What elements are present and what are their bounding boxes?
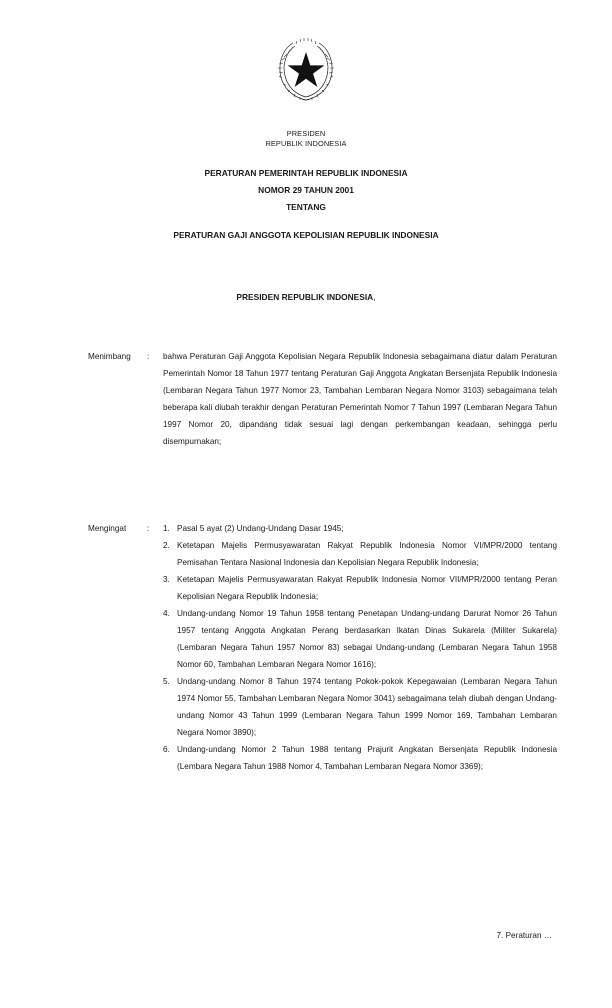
mengingat-item bbox=[163, 520, 557, 537]
mengingat-item-number: 3. bbox=[163, 575, 170, 584]
mengingat-item-number: 6. bbox=[163, 745, 170, 754]
mengingat-list bbox=[163, 520, 557, 775]
menimbang-colon: : bbox=[147, 352, 150, 361]
mengingat-item bbox=[163, 741, 557, 775]
menimbang-text: bahwa Peraturan Gaji Anggota Kepolisian Negara Republik Indonesia sebagaimana diatur dalam Peraturan Pemerintah Nomor 18 Tahun 1977 tentang Peraturan Gaji Anggota Angkatan Bersenjata Republik Indonesia (Lembaran Negara Tahun 1977 Nomor 23, Tambahan Lembaran Negara Nomor 3103) sebagaimana telah beberapa kali diubah terakhir dengan Peraturan Pemerintah Nomor 7 Tahun 1997 (Lembaran Negara Tahun 1997 Nomor 20, dipandang tidak sesuai lagi dengan perkembangan keadaan, sehingga perlu disempurnakan; bbox=[163, 352, 557, 446]
mengingat-item-text: Pasal 5 ayat (2) Undang-Undang Dasar 1945; bbox=[177, 524, 344, 533]
regulation-title: PERATURAN PEMERINTAH REPUBLIK INDONESIA bbox=[204, 168, 408, 178]
mengingat-item-number: 1. bbox=[163, 524, 170, 533]
mengingat-item-number: 5. bbox=[163, 677, 170, 686]
menimbang-label: Menimbang bbox=[88, 352, 131, 361]
presiden-declaration-comma: , bbox=[373, 292, 376, 302]
mengingat-item-number: 4. bbox=[163, 609, 170, 618]
mengingat-item bbox=[163, 571, 557, 605]
mengingat-colon: : bbox=[147, 524, 150, 533]
mengingat-item bbox=[163, 673, 557, 741]
presiden-declaration bbox=[0, 292, 612, 303]
mengingat-item-text: Ketetapan Majelis Permusyawaratan Rakyat Republik Indonesia Nomor VII/MPR/2000 tentang Peran Kepolisian Negara Republik Indonesia; bbox=[177, 575, 557, 601]
regulation-tentang: TENTANG bbox=[286, 202, 326, 212]
republik-indonesia-heading: REPUBLIK INDONESIA bbox=[265, 139, 347, 148]
mengingat-item bbox=[163, 537, 557, 571]
mengingat-item-text: Ketetapan Majelis Permusyawaratan Rakyat Republik Indonesia Nomor VI/MPR/2000 tentang Pemisahan Tentara Nasional Indonesia dan Kepolisian Negara Republik Indonesia; bbox=[177, 541, 557, 567]
page-continuation: 7. Peraturan … bbox=[496, 931, 552, 940]
mengingat-item-number: 2. bbox=[163, 541, 170, 550]
regulation-subject: PERATURAN GAJI ANGGOTA KEPOLISIAN REPUBLIK INDONESIA bbox=[173, 230, 439, 240]
mengingat-item bbox=[163, 605, 557, 673]
mengingat-item-text: Undang-undang Nomor 8 Tahun 1974 tentang Pokok-pokok Kepegawaian (Lembaran Negara Tahun 1974 Nomor 55, Tambahan Lembaran Negara Nomor 3041) sebagaimana telah diubah dengan Undang-undang Nomor 43 Tahun 1999 (Lembaran Negara Tahun 1999 Nomor 169, Tambahan Lembaran Negara Nomor 3890); bbox=[177, 677, 557, 737]
mengingat-item-text: Undang-undang Nomor 2 Tahun 1988 tentang Prajurit Angkatan Bersenjata Republik Indonesia (Lembara Negara Tahun 1988 Nomor 4, Tambahan Lembaran Negara Nomor 3369); bbox=[177, 745, 557, 771]
presiden-heading: PRESIDEN bbox=[286, 129, 326, 138]
garuda-star-emblem-icon bbox=[276, 38, 336, 104]
regulation-number: NOMOR 29 TAHUN 2001 bbox=[258, 185, 354, 195]
presiden-declaration-text: PRESIDEN REPUBLIK INDONESIA bbox=[236, 292, 374, 302]
mengingat-item-text: Undang-undang Nomor 19 Tahun 1958 tentang Penetapan Undang-undang Darurat Nomor 26 Tahun 1957 tentang Anggota Angkatan Perang berdasarkan Ikatan Dinas Sukarela (Militer Sukarela) (Lembaran Negara Tahun 1957 Nomor 83) sebagai Undang-undang (Lembaran Negara Tahun 1958 Nomor 60, Tambahan Lembaran Negara Nomor 1616); bbox=[177, 609, 557, 669]
mengingat-label: Mengingat bbox=[88, 524, 127, 533]
